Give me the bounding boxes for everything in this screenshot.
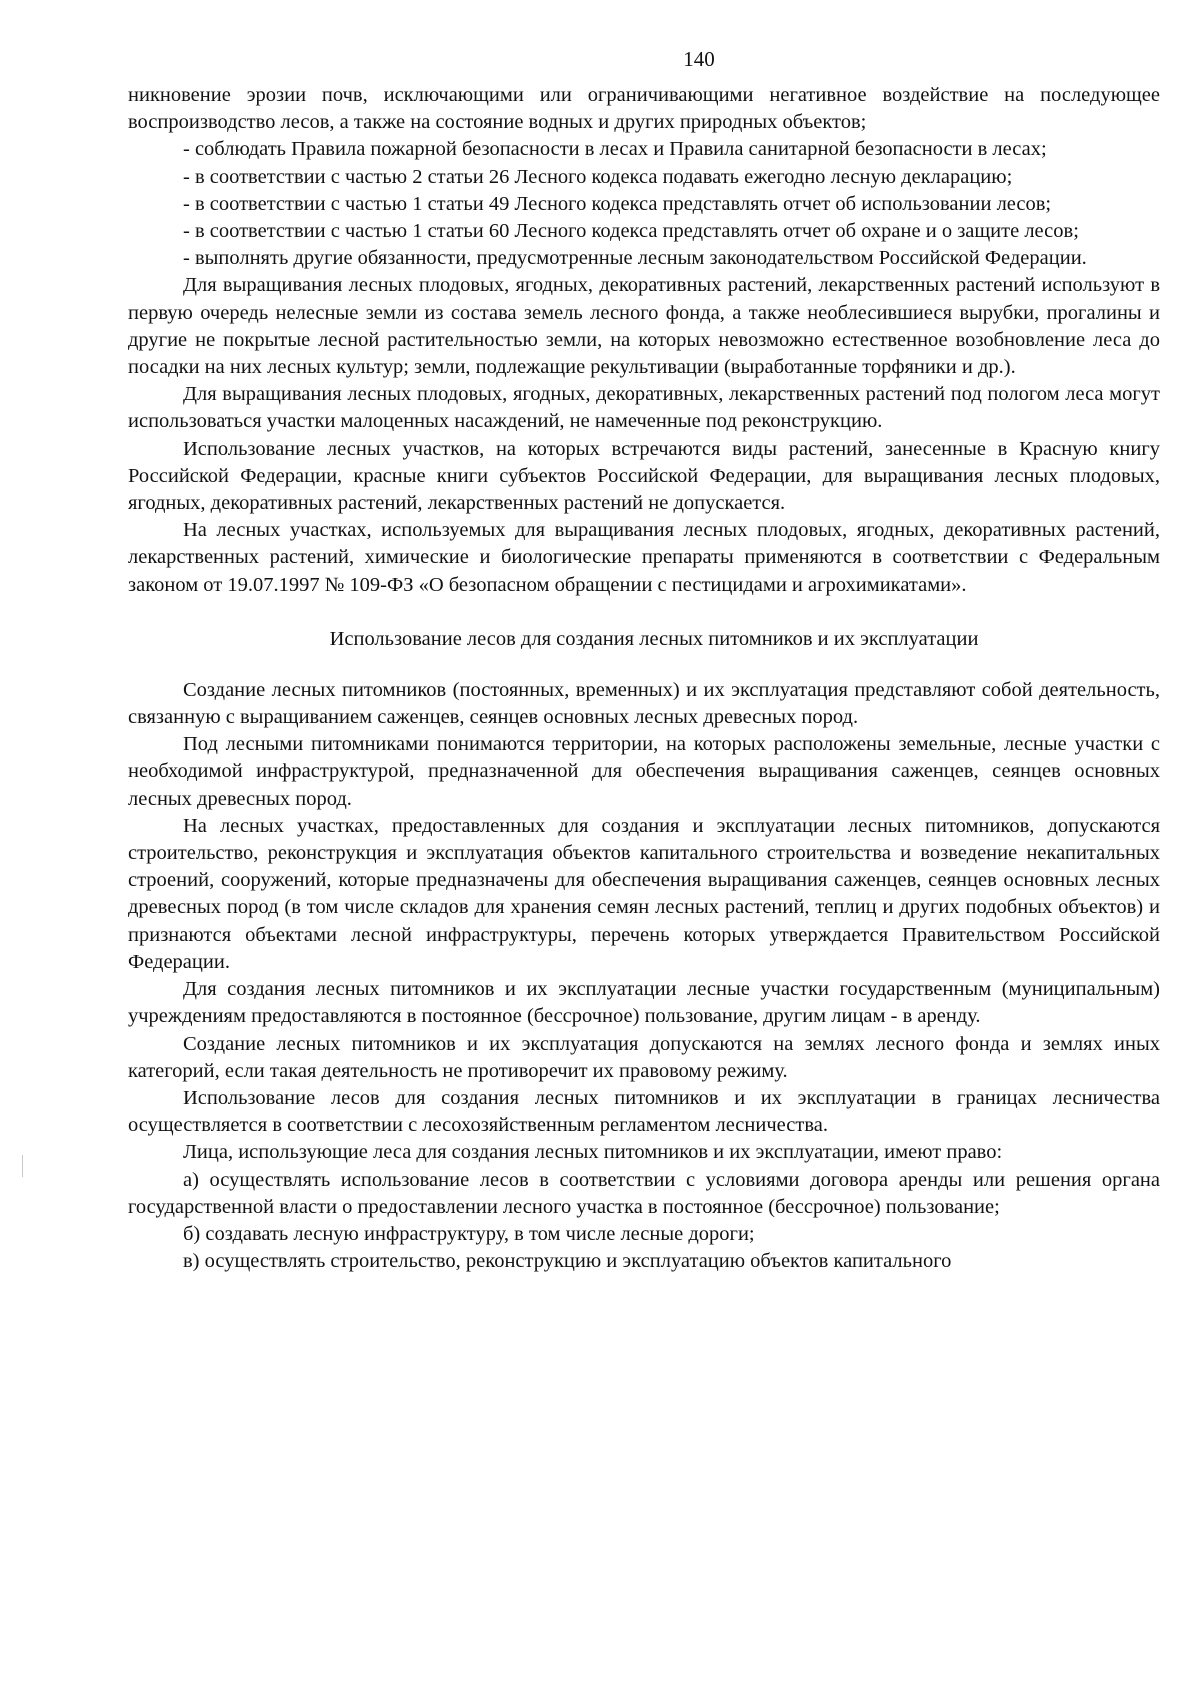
- paragraph: - соблюдать Правила пожарной безопасности в лесах и Правила санитарной безопасности в лесах;: [183, 138, 1047, 161]
- paragraph: в) осуществлять строительство, реконструкцию и эксплуатацию объектов капитального: [183, 1250, 952, 1273]
- paragraph: - в соответствии с частью 1 статьи 60 Лесного кодекса представлять отчет об охране и о защите лесов;: [183, 220, 1079, 243]
- section-title: Использование лесов для создания лесных питомников и их эксплуатации: [329, 627, 979, 650]
- paragraph: а) осуществлять использование лесов в соответствии с условиями договора аренды или решения органа государственной власти о предоставлении лесного участка в постоянное (бессрочное) пользование;: [128, 1168, 1160, 1218]
- paragraph: Использование лесов для создания лесных питомников и их эксплуатации в границах лесничества осуществляется в соответствии с лесохозяйственным регламентом лесничества.: [128, 1086, 1160, 1137]
- paragraph: Под лесными питомниками понимаются территории, на которых расположены земельные, лесные участки с необходимой инфраструктурой, предназначенной для обеспечения выращивания саженцев, сеянцев основных лесных древесных пород.: [128, 733, 1160, 810]
- paragraph: На лесных участках, предоставленных для создания и эксплуатации лесных питомников, допускаются строительство, реконструкция и эксплуатация объектов капитального строительства и возведение некапитальных строений, сооружений, которые предназначены для обеспечения выращивания саженцев, сеянцев основных лесных древесных пород (в том числе складов для хранения семян лесных растений, теплиц и других подобных объектов) и признаются объектами лесной инфраструктуры, перечень которых утверждается Правительством Российской Федерации.: [128, 814, 1160, 973]
- scan-edge-mark: [22, 1155, 23, 1177]
- paragraph: - в соответствии с частью 1 статьи 49 Лесного кодекса представлять отчет об использовании лесов;: [183, 192, 1052, 215]
- paragraph: На лесных участках, используемых для выращивания лесных плодовых, ягодных, декоративных растений, лекарственных растений, химические и биологические препараты применяются в соответствии с Федеральным законом от 19.07.1997 № 109-ФЗ «О безопасном обращении с пестицидами и агрохимикатами».: [128, 519, 1160, 596]
- text-block-1: [128, 82, 1160, 599]
- paragraph: Для выращивания лесных плодовых, ягодных, декоративных растений, лекарственных растений используют в первую очередь нелесные земли из состава земель лесного фонда, а также необлесившиеся вырубки, прогалины и другие не покрытые лесной растительностью земли, на которых невозможно естественное возобновление леса до посадки на них лесных культур; земли, подлежащие рекультивации (выработанные торфяники и др.).: [128, 274, 1160, 379]
- paragraph: никновение эрозии почв, исключающими или ограничивающими негативное воздействие на последующее воспроизводство лесов, а также на состояние водных и других природных объектов;: [128, 84, 1160, 134]
- paragraph: Для выращивания лесных плодовых, ягодных, декоративных, лекарственных растений под пологом леса могут использоваться участки малоценных насаждений, не намеченные под реконструкцию.: [128, 383, 1160, 433]
- text-block-2: [128, 677, 1160, 1275]
- paragraph: - выполнять другие обязанности, предусмотренные лесным законодательством Российской Федерации.: [183, 247, 1087, 270]
- paragraph: Использование лесных участков, на которых встречаются виды растений, занесенные в Красную книгу Российской Федерации, красные книги субъектов Российской Федерации, для выращивания лесных плодовых, ягодных, декоративных растений, лекарственных растений не допускается.: [128, 437, 1160, 515]
- paragraph: б) создавать лесную инфраструктуру, в том числе лесные дороги;: [183, 1222, 755, 1245]
- page-number: 140: [683, 47, 715, 71]
- paragraph: Лица, использующие леса для создания лесных питомников и их эксплуатации, имеют право:: [183, 1141, 1003, 1164]
- paragraph: Создание лесных питомников (постоянных, временных) и их эксплуатация представляют собой деятельность, связанную с выращиванием саженцев, сеянцев основных лесных древесных пород.: [128, 678, 1160, 729]
- paragraph: Для создания лесных питомников и их эксплуатации лесные участки государственным (муниципальным) учреждениям предоставляются в постоянное (бессрочное) пользование, другим лицам - в аренду.: [128, 978, 1160, 1028]
- paragraph: Создание лесных питомников и их эксплуатация допускаются на землях лесного фонда и землях иных категорий, если такая деятельность не противоречит их правовому режиму.: [128, 1032, 1160, 1082]
- paragraph: - в соответствии с частью 2 статьи 26 Лесного кодекса подавать ежегодно лесную декларацию;: [183, 165, 1013, 188]
